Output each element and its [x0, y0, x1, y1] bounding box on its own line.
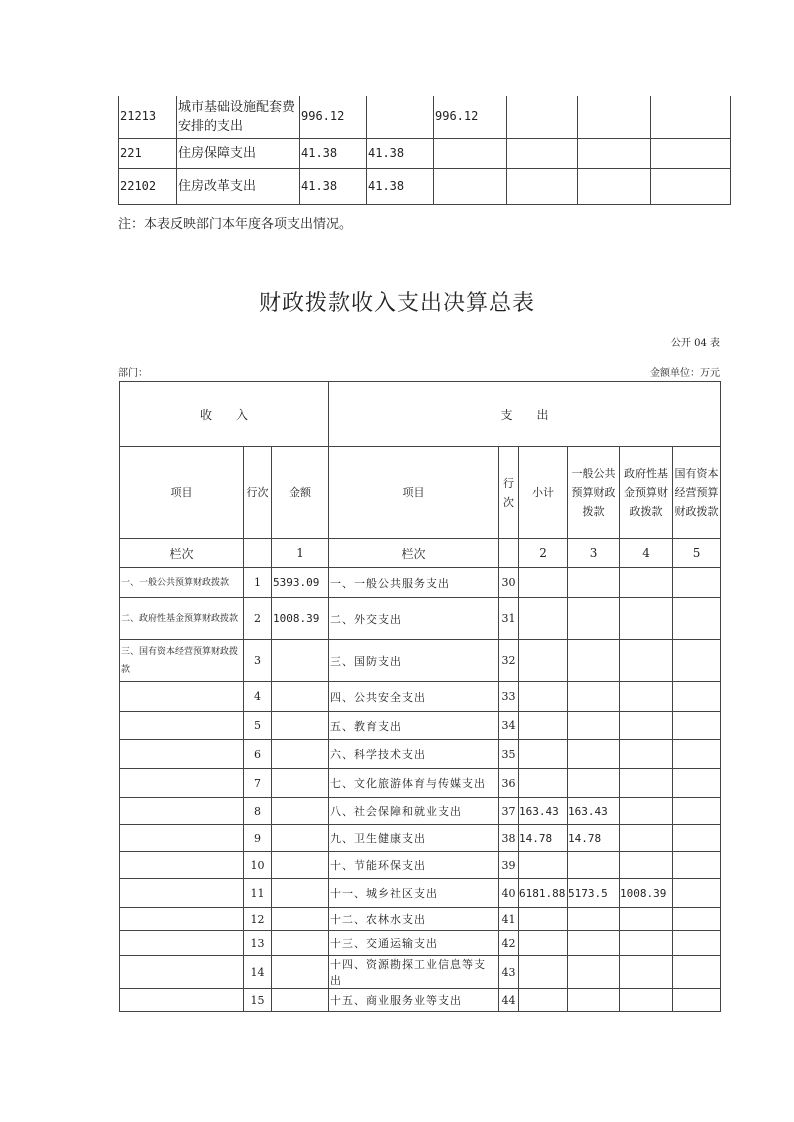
gov-fund-cell [620, 682, 673, 712]
income-item-cell: 三、国有资本经营预算财政拨款 [120, 640, 244, 682]
income-item-cell [120, 908, 244, 931]
table-row [120, 956, 721, 989]
income-col-1: 1 [272, 539, 329, 568]
income-amount-cell [272, 740, 329, 769]
expense-item-cell: 三、国防支出 [329, 640, 499, 682]
general-budget-cell [568, 989, 620, 1012]
state-capital-cell [673, 769, 721, 798]
subtotal-header: 小计 [519, 447, 568, 539]
income-row-no-cell: 4 [244, 682, 272, 712]
amount-cell: 41.38 [367, 168, 434, 204]
page-title: 财政拨款收入支出决算总表 [258, 291, 535, 316]
state-capital-cell [673, 798, 721, 825]
state-capital-header: 国有资本经营预算财政拨款 [673, 447, 721, 539]
gov-fund-cell [620, 956, 673, 989]
general-budget-cell [568, 640, 620, 682]
expense-item-cell: 十一、城乡社区支出 [329, 879, 499, 908]
table-note: 注：本表反映部门本年度各项支出情况。 [118, 217, 353, 232]
expense-col-3: 3 [568, 539, 620, 568]
expense-col-2: 2 [519, 539, 568, 568]
expense-row-no-cell: 41 [499, 908, 519, 931]
expense-item-cell: 十三、交通运输支出 [329, 931, 499, 956]
income-amount-cell [272, 908, 329, 931]
income-row-no-cell: 6 [244, 740, 272, 769]
income-item-cell [120, 825, 244, 852]
income-amount-cell [272, 852, 329, 879]
expense-col-5: 5 [673, 539, 721, 568]
gov-fund-cell [620, 908, 673, 931]
expense-col-blank [499, 539, 519, 568]
expense-item-cell: 九、卫生健康支出 [329, 825, 499, 852]
income-row-no-cell: 7 [244, 769, 272, 798]
code-cell: 221 [119, 138, 177, 168]
income-amount-cell [272, 931, 329, 956]
expense-item-cell: 六、科学技术支出 [329, 740, 499, 769]
expenditure-detail-table [118, 96, 731, 205]
state-capital-cell [673, 879, 721, 908]
expense-col-4: 4 [620, 539, 673, 568]
amount-cell [434, 138, 507, 168]
fiscal-summary-table [119, 381, 721, 1012]
gov-fund-header: 政府性基金预算财政拨款 [620, 447, 673, 539]
general-budget-cell: 5173.5 [568, 879, 620, 908]
table-row [120, 989, 721, 1012]
income-row-no-header: 行次 [244, 447, 272, 539]
income-item-cell: 一、一般公共预算财政拨款 [120, 568, 244, 598]
name-cell: 城市基础设施配套费安排的支出 [177, 96, 300, 138]
income-amount-cell [272, 640, 329, 682]
state-capital-cell [673, 908, 721, 931]
expense-item-cell: 十四、资源勘探工业信息等支出 [329, 956, 499, 989]
expense-row-no-cell: 39 [499, 852, 519, 879]
income-row-no-cell: 1 [244, 568, 272, 598]
table-row [120, 769, 721, 798]
gov-fund-cell [620, 712, 673, 740]
amount-cell [434, 168, 507, 204]
code-cell: 21213 [119, 96, 177, 138]
subtotal-cell [519, 989, 568, 1012]
amount-cell: 996.12 [300, 96, 367, 138]
subtotal-cell [519, 598, 568, 640]
expense-item-cell: 十五、商业服务业等支出 [329, 989, 499, 1012]
income-item-cell [120, 682, 244, 712]
subtotal-cell [519, 852, 568, 879]
amount-cell [578, 96, 651, 138]
expense-row-no-cell: 31 [499, 598, 519, 640]
expense-item-header: 项目 [329, 447, 499, 539]
income-amount-cell [272, 682, 329, 712]
gov-fund-cell: 1008.39 [620, 879, 673, 908]
income-header: 收 入 [120, 382, 329, 447]
table-row [120, 640, 721, 682]
expense-row-no-cell: 44 [499, 989, 519, 1012]
subtotal-cell [519, 931, 568, 956]
state-capital-cell [673, 568, 721, 598]
general-budget-header: 一般公共预算财政拨款 [568, 447, 620, 539]
expense-row-no-cell: 35 [499, 740, 519, 769]
expense-row-no-cell: 42 [499, 931, 519, 956]
expense-col-label: 栏次 [329, 539, 499, 568]
expense-item-cell: 一、一般公共服务支出 [329, 568, 499, 598]
general-budget-cell [568, 740, 620, 769]
general-budget-cell [568, 712, 620, 740]
expense-row-no-cell: 38 [499, 825, 519, 852]
state-capital-cell [673, 956, 721, 989]
income-amount-cell [272, 769, 329, 798]
amount-cell: 41.38 [300, 138, 367, 168]
gov-fund-cell [620, 769, 673, 798]
general-budget-cell [568, 908, 620, 931]
income-amount-cell [272, 798, 329, 825]
expense-item-cell: 七、文化旅游体育与传媒支出 [329, 769, 499, 798]
amount-cell [651, 138, 731, 168]
state-capital-cell [673, 740, 721, 769]
income-item-header: 项目 [120, 447, 244, 539]
income-amount-cell [272, 879, 329, 908]
table-row [120, 598, 721, 640]
expense-row-no-cell: 33 [499, 682, 519, 712]
income-amount-cell: 5393.09 [272, 568, 329, 598]
income-row-no-cell: 8 [244, 798, 272, 825]
income-row-no-cell: 12 [244, 908, 272, 931]
income-item-cell [120, 712, 244, 740]
name-cell: 住房保障支出 [177, 138, 300, 168]
expense-row-no-cell: 32 [499, 640, 519, 682]
table-row [120, 682, 721, 712]
income-item-cell: 二、政府性基金预算财政拨款 [120, 598, 244, 640]
expense-item-cell: 二、外交支出 [329, 598, 499, 640]
income-row-no-cell: 9 [244, 825, 272, 852]
state-capital-cell [673, 640, 721, 682]
table-row [120, 740, 721, 769]
expense-row-no-header: 行次 [499, 447, 519, 539]
general-budget-cell [568, 931, 620, 956]
amount-cell: 996.12 [434, 96, 507, 138]
subtotal-cell [519, 740, 568, 769]
state-capital-cell [673, 931, 721, 956]
table-row [119, 96, 731, 138]
income-item-cell [120, 931, 244, 956]
income-row-no-cell: 5 [244, 712, 272, 740]
gov-fund-cell [620, 825, 673, 852]
general-budget-cell [568, 769, 620, 798]
gov-fund-cell [620, 798, 673, 825]
name-cell: 住房改革支出 [177, 168, 300, 204]
income-col-blank [244, 539, 272, 568]
amount-cell [578, 138, 651, 168]
general-budget-cell [568, 852, 620, 879]
expense-row-no-cell: 34 [499, 712, 519, 740]
department-label: 部门： [118, 368, 148, 379]
amount-cell [507, 96, 578, 138]
income-amount-header: 金额 [272, 447, 329, 539]
subtotal-cell [519, 712, 568, 740]
general-budget-cell [568, 682, 620, 712]
section-header-row [120, 382, 721, 447]
gov-fund-cell [620, 568, 673, 598]
state-capital-cell [673, 825, 721, 852]
general-budget-cell [568, 598, 620, 640]
income-col-label: 栏次 [120, 539, 244, 568]
state-capital-cell [673, 989, 721, 1012]
state-capital-cell [673, 852, 721, 879]
subtotal-cell: 163.43 [519, 798, 568, 825]
gov-fund-cell [620, 852, 673, 879]
income-row-no-cell: 3 [244, 640, 272, 682]
table-row [119, 138, 731, 168]
income-item-cell [120, 852, 244, 879]
gov-fund-cell [620, 640, 673, 682]
gov-fund-cell [620, 740, 673, 769]
table-row [120, 825, 721, 852]
amount-cell [507, 138, 578, 168]
income-row-no-cell: 10 [244, 852, 272, 879]
income-amount-cell [272, 825, 329, 852]
expense-item-cell: 五、教育支出 [329, 712, 499, 740]
expense-row-no-cell: 30 [499, 568, 519, 598]
amount-cell: 41.38 [300, 168, 367, 204]
amount-cell: 41.38 [367, 138, 434, 168]
general-budget-cell [568, 956, 620, 989]
unit-label: 金额单位：万元 [650, 368, 720, 379]
subtotal-cell [519, 908, 568, 931]
income-item-cell [120, 989, 244, 1012]
table-row [120, 712, 721, 740]
amount-cell [507, 168, 578, 204]
table-row [120, 798, 721, 825]
expense-item-cell: 十二、农林水支出 [329, 908, 499, 931]
form-number: 公开 04 表 [670, 338, 720, 349]
income-row-no-cell: 14 [244, 956, 272, 989]
income-amount-cell [272, 989, 329, 1012]
income-item-cell [120, 879, 244, 908]
general-budget-cell: 163.43 [568, 798, 620, 825]
income-amount-cell: 1008.39 [272, 598, 329, 640]
income-amount-cell [272, 712, 329, 740]
amount-cell [651, 96, 731, 138]
income-item-cell [120, 769, 244, 798]
table-row [120, 852, 721, 879]
amount-cell [367, 96, 434, 138]
expense-item-cell: 八、社会保障和就业支出 [329, 798, 499, 825]
general-budget-cell [568, 568, 620, 598]
expense-row-no-cell: 43 [499, 956, 519, 989]
state-capital-cell [673, 598, 721, 640]
code-cell: 22102 [119, 168, 177, 204]
subtotal-cell [519, 640, 568, 682]
income-row-no-cell: 11 [244, 879, 272, 908]
subtotal-cell: 14.78 [519, 825, 568, 852]
column-index-row [120, 539, 721, 568]
table-row [120, 879, 721, 908]
state-capital-cell [673, 712, 721, 740]
general-budget-cell: 14.78 [568, 825, 620, 852]
income-amount-cell [272, 956, 329, 989]
table-row [120, 908, 721, 931]
subtotal-cell [519, 682, 568, 712]
income-row-no-cell: 2 [244, 598, 272, 640]
expense-row-no-cell: 40 [499, 879, 519, 908]
expense-item-cell: 四、公共安全支出 [329, 682, 499, 712]
income-item-cell [120, 956, 244, 989]
subtotal-cell: 6181.88 [519, 879, 568, 908]
column-header-row [120, 447, 721, 539]
gov-fund-cell [620, 598, 673, 640]
expense-item-cell: 十、节能环保支出 [329, 852, 499, 879]
subtotal-cell [519, 769, 568, 798]
expense-row-no-cell: 37 [499, 798, 519, 825]
expense-header: 支 出 [329, 382, 721, 447]
subtotal-cell [519, 568, 568, 598]
expense-row-no-cell: 36 [499, 769, 519, 798]
income-row-no-cell: 13 [244, 931, 272, 956]
table-row [120, 568, 721, 598]
table-row [119, 168, 731, 204]
income-item-cell [120, 740, 244, 769]
gov-fund-cell [620, 989, 673, 1012]
income-row-no-cell: 15 [244, 989, 272, 1012]
gov-fund-cell [620, 931, 673, 956]
amount-cell [578, 168, 651, 204]
amount-cell [651, 168, 731, 204]
table-row [120, 931, 721, 956]
income-item-cell [120, 798, 244, 825]
subtotal-cell [519, 956, 568, 989]
state-capital-cell [673, 682, 721, 712]
